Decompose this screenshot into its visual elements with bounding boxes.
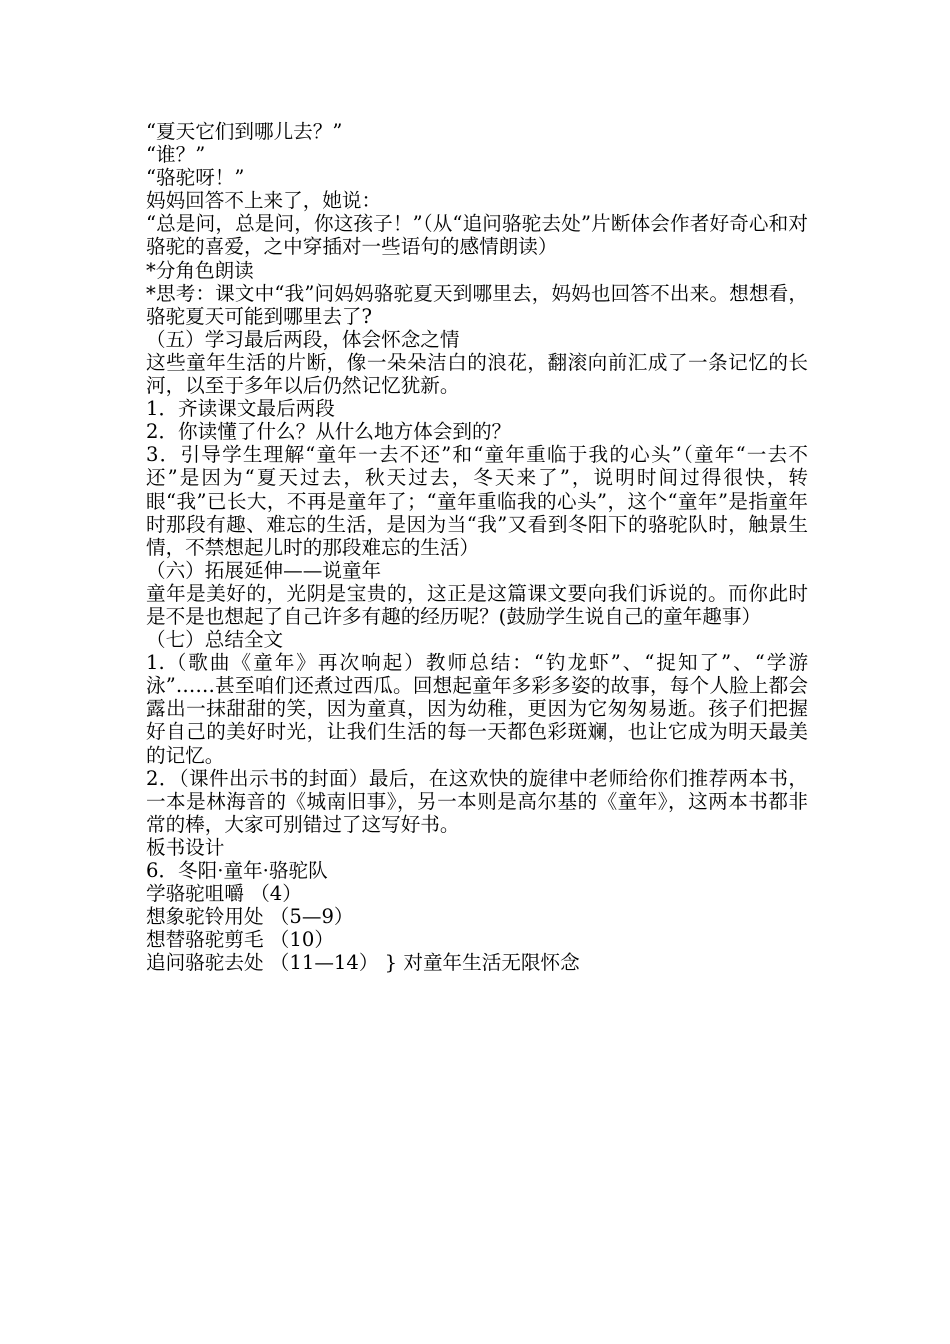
list-item: 2．（课件出示书的封面）最后，在这欢快的旋律中老师给你们推荐两本书，一本是林海音的《城南旧事》，另一本则是高尔基的《童年》，这两本书都非常的棒，大家可别错过了这写好书。 — [146, 766, 808, 836]
board-line: 想替骆驼剪毛 （10） — [146, 928, 334, 952]
paragraph: “总是问，总是问，你这孩子！”（从“追问骆驼去处”片断体会作者好奇心和对骆驼的喜爱，之中穿插对一些语句的感情朗读） — [146, 212, 808, 259]
section-heading: 板书设计 — [146, 835, 225, 859]
dialogue-line: “骆驼呀！” — [146, 166, 245, 190]
dialogue-line: “夏天它们到哪儿去？” — [146, 120, 343, 143]
list-item: 1．齐读课文最后两段 — [146, 397, 335, 421]
paragraph: *思考：课文中“我”问妈妈骆驼夏天到哪里去，妈妈也回答不出来。想想看，骆驼夏天可能到哪里去了? — [146, 281, 808, 328]
dialogue-line: “谁？” — [146, 143, 206, 167]
board-line: 想象驼铃用处 （5—9） — [146, 905, 354, 929]
list-item: 1.（歌曲《童年》再次响起）教师总结：“钓龙虾”、“捉知了”、“学游泳”……甚至咱们还煮过西瓜。回想起童年多彩多姿的故事，每个人脸上都会露出一抹甜甜的笑，因为童真，因为幼稚，更因为它匆匆易逝。孩子们把握好自己的美好时光，让我们生活的每一天都色彩斑斓，也让它成为明天最美的记忆。 — [146, 651, 808, 767]
list-item: 3．引导学生理解“童年一去不还”和“童年重临于我的心头”（童年“一去不还”是因为“夏天过去，秋天过去，冬天来了”，说明时间过得很快，转眼“我”已长大，不再是童年了；“童年重临我的心头”，这个“童年”是指童年时那段有趣、难忘的生活，是因为当“我”又看到冬阳下的骆驼队时，触景生情，不禁想起儿时的那段难忘的生活） — [146, 443, 808, 559]
paragraph: 妈妈回答不上来了，她说： — [146, 189, 382, 213]
section-heading: （六）拓展延伸——说童年 — [146, 558, 382, 582]
board-line: 学骆驼咀嚼 （4） — [146, 882, 302, 906]
document-body — [146, 120, 808, 974]
board-title: 6．冬阳·童年·骆驼队 — [146, 859, 328, 882]
list-item: 2．你读懂了什么？从什么地方体会到的？ — [146, 420, 512, 444]
section-heading: （五）学习最后两段，体会怀念之情 — [146, 327, 460, 351]
board-line: 追问骆驼去处 （11—14） } 对童年生活无限怀念 — [146, 951, 580, 975]
paragraph: *分角色朗读 — [146, 258, 254, 282]
section-heading: （七）总结全文 — [146, 628, 284, 652]
paragraph: 童年是美好的，光阴是宝贵的，这正是这篇课文要向我们诉说的。而你此时是不是也想起了自己许多有趣的经历呢？(鼓励学生说自己的童年趣事） — [146, 581, 808, 628]
paragraph: 这些童年生活的片断，像一朵朵洁白的浪花，翻滚向前汇成了一条记忆的长河，以至于多年以后仍然记忆犹新。 — [146, 350, 808, 398]
